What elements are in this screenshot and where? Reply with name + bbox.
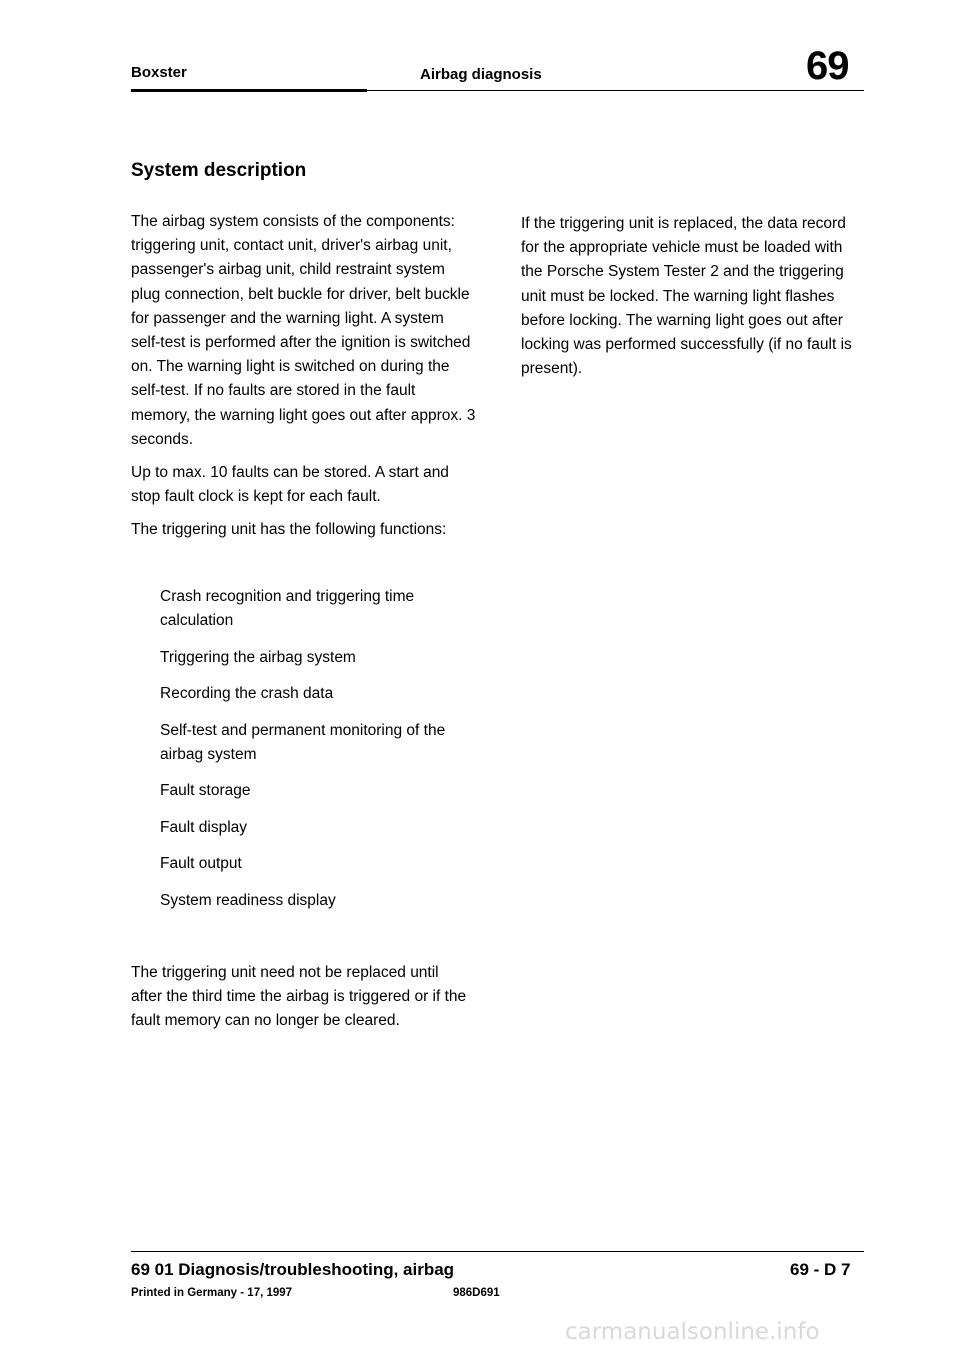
header-title: Airbag diagnosis — [420, 66, 542, 83]
left-column — [131, 210, 476, 543]
footer-printed-info: Printed in Germany - 17, 1997 — [131, 1287, 293, 1299]
list-item: Fault output — [160, 855, 242, 872]
list-item: Recording the crash data — [160, 685, 334, 702]
footer-document-code: 986D691 — [453, 1287, 500, 1299]
paragraph-replacement-note: The triggering unit need not be replaced until after the third time the airbag is triggered or if the fault memory can no longer be cleared. — [131, 964, 467, 1030]
right-column — [521, 212, 861, 381]
footer-rule — [131, 1251, 864, 1252]
list-item: Triggering the airbag system — [160, 648, 356, 666]
footer-page-reference: 69 - D 7 — [790, 1260, 851, 1279]
list-item: Self-test and permanent monitoring of the airbag system — [160, 721, 446, 763]
section-heading: System description — [131, 160, 307, 181]
footer-section-title: 69 01 Diagnosis/troubleshooting, airbag — [131, 1260, 455, 1279]
header-rule-thick — [131, 89, 367, 92]
list-item: Fault display — [160, 818, 248, 836]
paragraph-functions-intro: The triggering unit has the following functions: — [131, 521, 447, 539]
paragraph-components: The airbag system consists of the components: triggering unit, contact unit, driver's airbag unit, passenger's airbag unit, child restraint system plug connection, belt buckle for driver, belt buckle for passenger and the warning light. A system self-test is performed after the ignition is switched on. The warning light is switched on during the self-test. If no faults are stored in the fault memory, the warning light goes out after approx. 3 seconds. — [131, 213, 476, 448]
header-model: Boxster — [131, 64, 187, 81]
functions-list — [160, 585, 460, 925]
paragraph-fault-count: Up to max. 10 faults can be stored. A start and stop fault clock is kept for each fault. — [131, 464, 449, 506]
list-item: System readiness display — [160, 891, 336, 909]
list-item: Crash recognition and triggering time calculation — [160, 588, 415, 629]
header-rule-thin — [367, 90, 864, 91]
paragraph-triggering-unit-replacement: If the triggering unit is replaced, the data record for the appropriate vehicle must be loaded with the Porsche System Tester 2 and the triggering unit must be locked. The warning light flashes before locking. The warning light goes out after locking was performed successfully (if no fault is present). — [521, 215, 852, 378]
list-item: Fault storage — [160, 782, 251, 799]
chapter-number: 69 — [806, 44, 849, 88]
watermark: carmanualsonline.info — [565, 1319, 820, 1345]
